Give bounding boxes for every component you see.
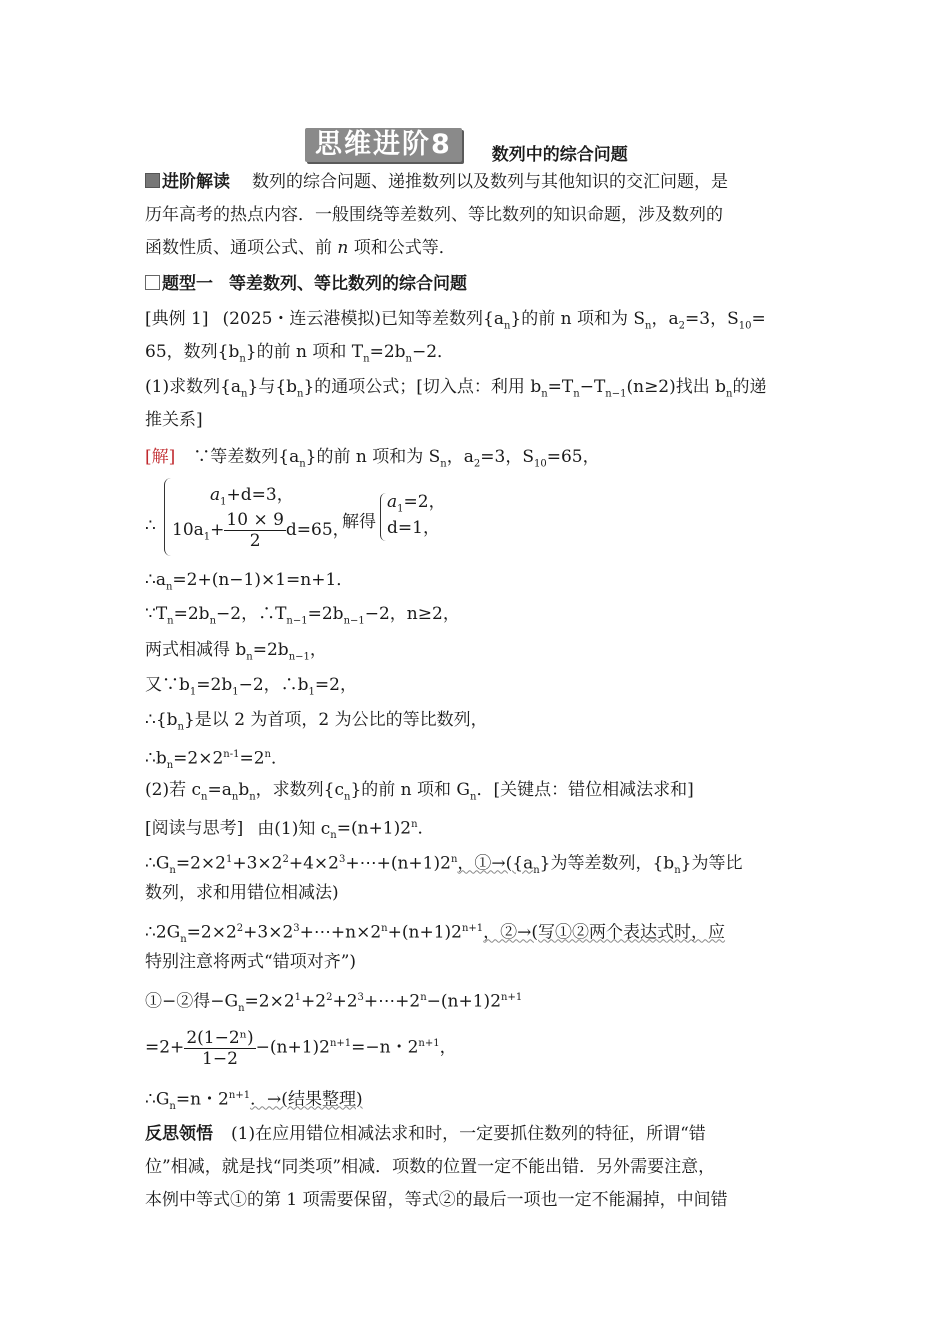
result-brace [380, 493, 386, 541]
question-1-line-2: 推关系] [145, 410, 203, 430]
question-2: (2)若 $c_n=a_nb_n$，求数列$\{c_n\}$的前 n 项和 $G_n$．[关键点：错位相减法求和] [145, 780, 694, 803]
example-line-2: 65，数列$\{b_n\}$的前 n 项和 $T_n=2b_n-2$． [145, 342, 455, 365]
square-icon [145, 173, 160, 188]
reflect-line-3: 本例中等式①的第 1 项需要保留，等式②的最后一项也一定不能漏掉，中间错 [145, 1190, 728, 1210]
gn-result: $\therefore G_n=n$・$2^{n+1}$．→(结果整理) [145, 1089, 363, 1113]
section-heading: 题型一 等差数列、等比数列的综合问题 [145, 270, 467, 298]
result-eq-2: d=1， [387, 518, 440, 538]
therefore-symbol: ∴ [145, 516, 156, 536]
2gn-note: 特别注意将两式“错项对齐”) [145, 952, 357, 972]
sum-line: =2+ $\frac{\text{2(1−2ⁿ)}}{1-2}$ $-(n+1)2^{n+1}=-n$・$2^{n+1}$， [145, 1027, 457, 1069]
question-1-line-1: (1)求数列$\{a_n\}$与$\{b_n\}$的通项公式；[切入点：利用 $b_n=T_n-T_{n-1}(n\ge 2)$找出 $b_n$的递 [145, 377, 767, 400]
gn-expression: $\therefore G_n=2\times 2^1+3\times 2^2+4\times 2^3+\cdots+(n+1)2^n$，$①\to(\{a_n\}$为等差数列，$\{b_n\}$为等比 [145, 853, 743, 877]
an-formula: $\therefore a_n=2+(n-1)\times 1=n+1$． [145, 570, 354, 593]
solution-line-1: [解] ∵等差数列$\{a_n\}$的前 n 项和为 $S_n$，$a_2=3$，$S_{10}=65$， [145, 447, 600, 470]
subtract-line: 两式相减得 $b_n=2b_{n-1}$， [145, 640, 327, 663]
gn-note: 数列，求和用错位相减法) [145, 883, 339, 903]
header-banner: 思维进阶8 [305, 128, 462, 162]
intro-line-1: 进阶解读 数列的综合问题、递推数列以及数列与其他知识的交汇问题，是 [145, 168, 728, 196]
result-eq-1: $a_1=2$， [387, 492, 446, 515]
reflect-line-2: 位”相减，就是找“同类项”相减．项数的位置一定不能出错．另外需要注意， [145, 1157, 716, 1177]
intro-line-3: 函数性质、通项公式、前 n 项和公式等． [145, 238, 456, 258]
solve-label: 解得 [342, 512, 376, 532]
sum-fraction: $\frac{\text{2(1−2ⁿ)}}{1-2}$ [186, 1027, 254, 1069]
overlap-square-icon [145, 275, 160, 290]
header-title: 数列中的综合问题 [491, 145, 628, 165]
difference-line: ①−②得$-G_n=2\times 2^1+2^2+2^3+\cdots+2^n-(n+1)2^{n+1}$ [145, 991, 523, 1015]
reflect-line-1: 反思领悟 (1)在应用错位相减法求和时，一定要抓住数列的特征，所谓“错 [145, 1124, 706, 1144]
intro-line-2: 历年高考的热点内容．一般围绕等差数列、等比数列的知识命题，涉及数列的 [145, 205, 723, 225]
section-header [305, 124, 628, 165]
b1-line: 又$\because b_1=2b_1-2$，$\therefore b_1=2$， [145, 675, 357, 698]
geometric-line: $\therefore\{b_n\}$是以 2 为首项，2 为公比的等比数列， [145, 710, 488, 733]
reading-line: [阅读与思考] 由(1)知 $c_n=(n+1)2^n$． [145, 818, 435, 842]
example-line-1: [典例 1] (2025・连云港模拟)已知等差数列$\{a_n\}$的前 n 项和为 $S_n$，$a_2=3$，$S_{10}=$ [145, 309, 766, 332]
bn-formula: $\therefore b_n=2\times 2^{n-1}=2^n$． [145, 748, 288, 772]
tn-relation: $\because T_n=2b_n-2$，$\therefore T_{n-1}=2b_{n-1}-2$，n≥2， [145, 604, 460, 627]
system-brace [164, 478, 171, 556]
system-eq-1: $a_1+d=3$， [210, 485, 294, 508]
2gn-expression: $\therefore 2G_n=2\times 2^2+3\times 2^3+\cdots+n\times 2^n+(n+1)2^{n+1}$，②→(写①②两个表达式时，应 [145, 922, 726, 946]
system-eq-2: $10a_1+$ $\frac{10 \times 9}{2}$ d=65， [172, 510, 350, 551]
fraction: $\frac{10 \times 9}{2}$ [226, 510, 284, 551]
intro-label: 进阶解读 [145, 172, 230, 192]
